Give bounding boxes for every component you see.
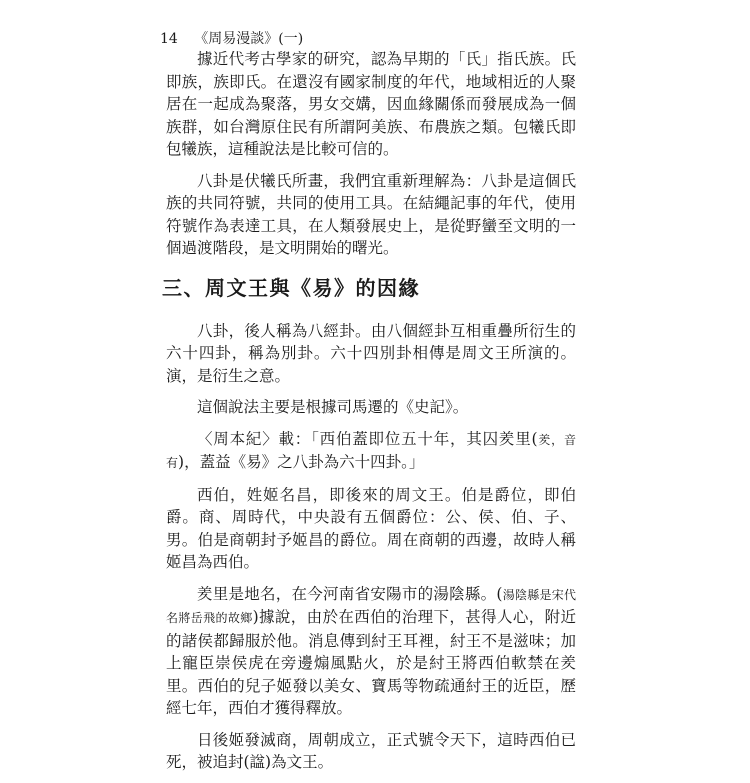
page-header (160, 28, 303, 48)
book-title: 《周易漫談》(一) (194, 31, 304, 47)
paragraph-source: 這個說法主要是根據司馬遷的《史記》。 (197, 398, 469, 416)
paragraph-xibo: 西伯，姓姬名昌，即後來的周文王。伯是爵位，即伯爵。商、周時代，中央設有五個爵位：公、侯、伯、子、男。伯是商朝封予姬昌的爵位。周在商朝的西邊，故時人稱姬昌為西伯。 (166, 485, 576, 571)
paragraph-clan: 據近代考古學家的研究，認為早期的「氏」指氏族。氏即族，族即氏。在還沒有國家制度的年代，地域相近的人聚居在一起成為聚落，男女交媾，因血緣關係而發展成為一個族群，如台灣原住民有所謂阿美族、布農族之類。包犧氏即包犧族，這種說法是比較可信的。 (166, 50, 576, 158)
youli-note: 湯陰縣是宋代名將岳飛的故鄉 (166, 587, 576, 625)
zhoubenji-text-after: )，蓋益《易》之八卦為六十四卦。」 (178, 453, 425, 471)
youli-text-after: )據說，由於在西伯的治理下，甚得人心，附近的諸侯都歸服於他。消息傳到紂王耳裡，紂王不是滋味；加上寵臣崇侯虎在旁邊煽風點火，於是紂王將西伯軟禁在羑里。西伯的兒子姬發以美女、寶馬等物疏通紂王的近臣，歷經七年，西伯才獲得釋放。 (166, 608, 576, 717)
page-body (162, 48, 576, 783)
page-number: 14 (160, 31, 178, 47)
paragraph-zhoubenji (166, 428, 576, 475)
paragraph-bagua: 八卦，後人稱為八經卦。由八個經卦互相重疊所衍生的六十四卦，稱為別卦。六十四別卦相傳是周文王所演的。演，是衍生之意。 (166, 321, 576, 385)
paragraph-youli (166, 583, 576, 720)
zhoubenji-text-before: 〈周本紀〉載：「西伯蓋即位五十年，其囚羑里( (197, 429, 538, 448)
zhoubenji-note: 羑，音有 (166, 432, 576, 470)
section-heading: 三、周文王與《易》的因緣 (162, 275, 420, 300)
paragraph-bagua-symbol: 八卦是伏犧氏所畫，我們宜重新理解為：八卦是這個氏族的共同符號，共同的使用工具。在結繩記事的年代，使用符號作為表達工具，在人類發展史上，是從野蠻至文明的一個過渡階段，是文明開始的曙光。 (166, 171, 576, 257)
paragraph-final: 日後姬發滅商，周朝成立，正式號令天下，這時西伯已死，被追封(諡)為文王。 (166, 730, 576, 771)
youli-text-before: 羑里是地名，在今河南省安陽市的湯陰縣。( (197, 584, 503, 603)
